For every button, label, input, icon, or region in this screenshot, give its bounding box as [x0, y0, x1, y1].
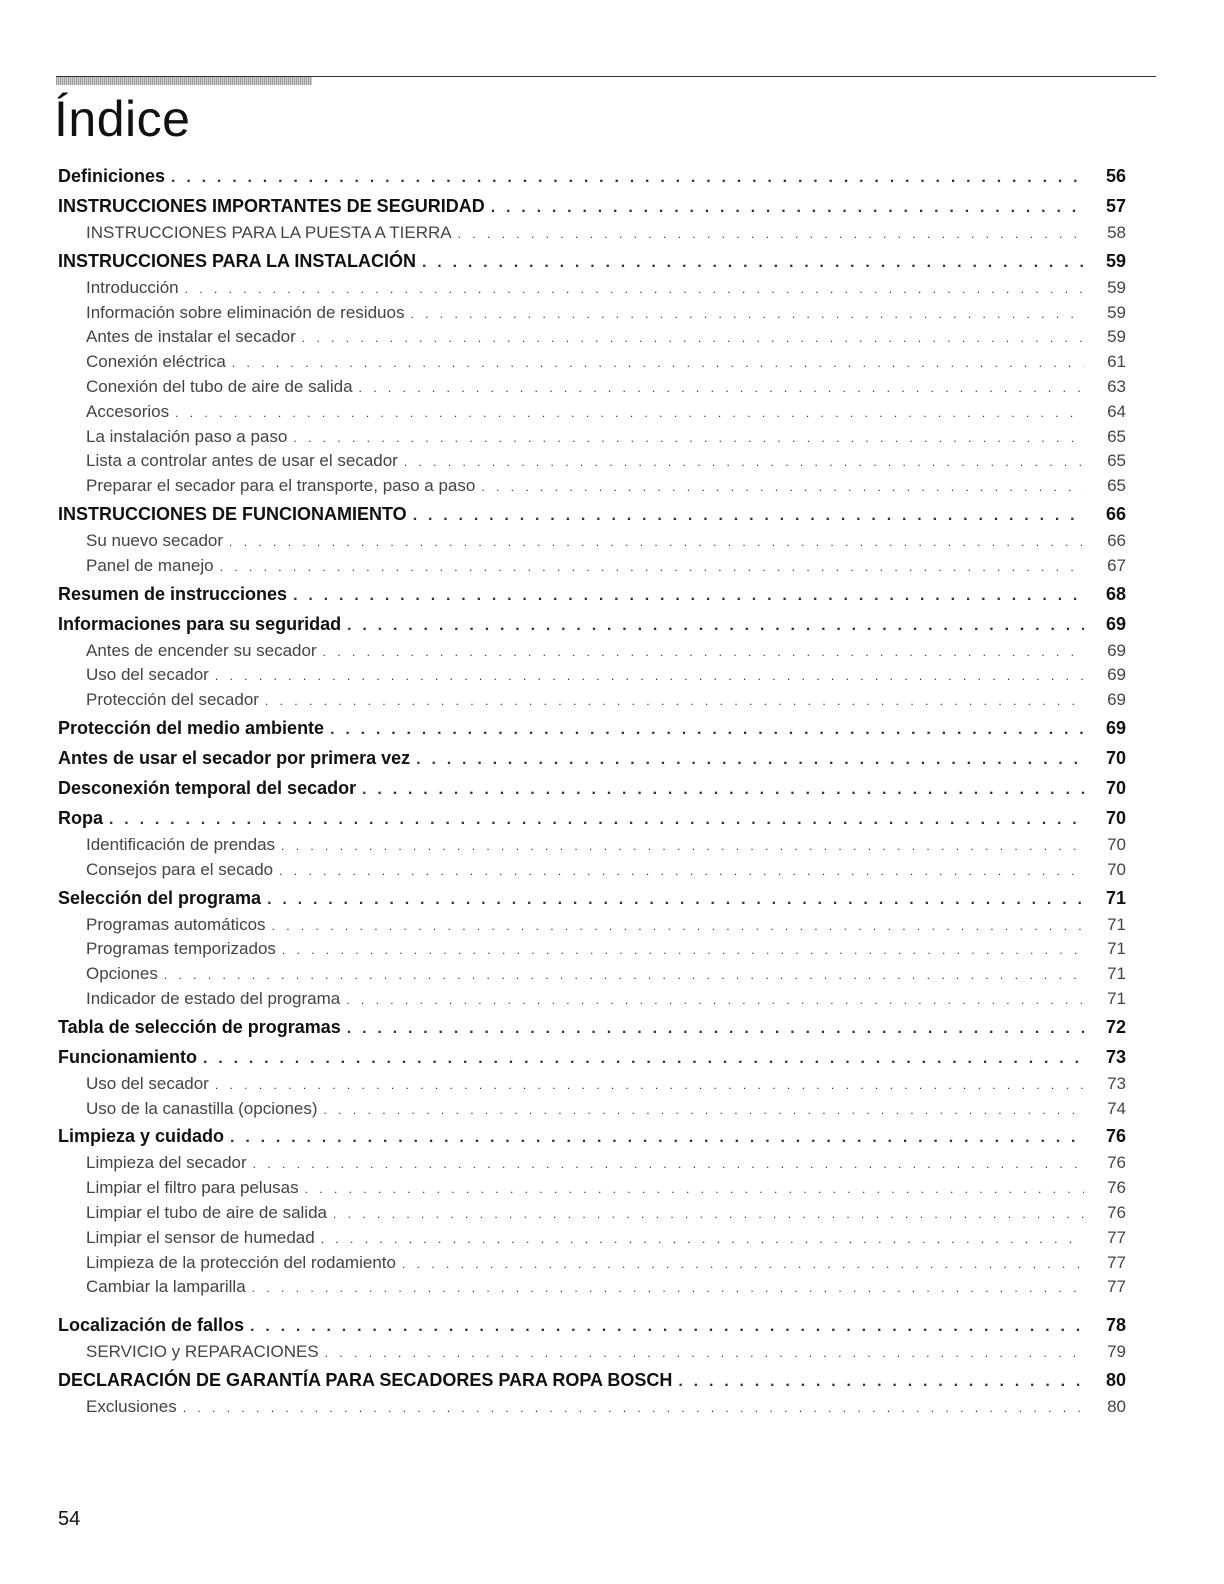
toc-dot-leader — [422, 248, 1084, 276]
toc-section-entry[interactable] — [58, 609, 1126, 639]
toc-entry-page: 71 — [1105, 887, 1126, 908]
toc-entry-label: Limpieza de la protección del rodamiento — [86, 1252, 396, 1272]
toc-entry-page: 65 — [1107, 426, 1126, 446]
toc-entry-page: 58 — [1107, 223, 1126, 242]
toc-dot-leader — [402, 1252, 1084, 1276]
toc-entry-label: Uso del secador — [86, 1073, 209, 1093]
toc-dot-leader — [164, 963, 1084, 987]
toc-subsection-entry[interactable] — [58, 858, 1126, 883]
toc-entry-label: Limpiar el filtro para pelusas — [86, 1178, 299, 1198]
toc-section-entry[interactable] — [58, 499, 1126, 529]
toc-section-entry[interactable] — [58, 161, 1126, 191]
toc-dot-leader — [282, 938, 1084, 962]
toc-dot-leader — [215, 664, 1084, 688]
toc-entry-label: Resumen de instrucciones — [58, 583, 288, 604]
page-number: 54 — [58, 1508, 81, 1530]
toc-entry-label: Opciones — [86, 964, 158, 984]
toc-dot-leader — [279, 859, 1084, 883]
toc-entry-label: Ropa — [58, 807, 103, 828]
toc-entry-page: 56 — [1105, 166, 1126, 186]
toc-entry-page: 76 — [1107, 1202, 1126, 1222]
toc-entry-page: 59 — [1107, 327, 1126, 347]
toc-entry-page: 71 — [1107, 914, 1126, 934]
toc-dot-leader — [293, 581, 1084, 609]
toc-entry-label: Protección del medio ambiente — [58, 717, 325, 738]
toc-entry-label: Accesorios — [86, 401, 170, 421]
toc-entry-label: Definiciones — [58, 166, 166, 186]
toc-entry-page: 69 — [1105, 717, 1126, 738]
toc-subsection-entry[interactable] — [58, 1072, 1126, 1097]
toc-entry-page: 61 — [1107, 352, 1126, 372]
toc-entry-label: Información sobre eliminación de residuos — [86, 302, 405, 322]
toc-dot-leader — [404, 450, 1084, 474]
toc-subsection-entry[interactable] — [58, 554, 1126, 579]
toc-dot-leader — [250, 1312, 1084, 1340]
toc-subsection-entry[interactable] — [58, 1226, 1126, 1251]
toc-entry-page: 70 — [1105, 777, 1126, 798]
toc-entry-page: 63 — [1107, 376, 1126, 396]
page-title: Índice — [54, 91, 191, 147]
toc-entry-page: 71 — [1107, 939, 1126, 959]
toc-entry-label: INSTRUCCIONES PARA LA INSTALACIÓN — [58, 250, 416, 271]
toc-subsection-entry[interactable] — [58, 688, 1126, 713]
toc-dot-leader — [272, 914, 1084, 938]
toc-subsection-entry[interactable] — [58, 833, 1126, 858]
toc-subsection-entry[interactable] — [58, 1275, 1126, 1300]
toc-subsection-entry[interactable] — [58, 529, 1126, 554]
toc-section-entry[interactable] — [58, 1121, 1126, 1151]
toc-subsection-entry[interactable] — [58, 276, 1126, 301]
toc-entry-label: Selección del programa — [58, 887, 262, 908]
toc-dot-leader — [481, 475, 1084, 499]
toc-entry-label: Programas temporizados — [86, 939, 276, 959]
toc-entry-page: 80 — [1107, 1396, 1126, 1416]
toc-section-entry[interactable] — [58, 579, 1126, 609]
toc-section-entry[interactable] — [58, 1365, 1126, 1395]
toc-dot-leader — [281, 834, 1084, 858]
toc-entry-label: INSTRUCCIONES PARA LA PUESTA A TIERRA — [86, 223, 452, 242]
toc-dot-leader — [413, 501, 1084, 529]
toc-entry-page: 69 — [1105, 613, 1126, 634]
toc-entry-page: 78 — [1105, 1315, 1126, 1336]
toc-entry-label: Conexión eléctrica — [86, 352, 226, 372]
toc-subsection-entry[interactable] — [58, 913, 1126, 938]
toc-dot-leader — [346, 988, 1084, 1012]
toc-entry-label: Localización de fallos — [58, 1315, 245, 1336]
toc-subsection-entry[interactable] — [58, 221, 1126, 246]
toc-subsection-entry[interactable] — [58, 325, 1126, 350]
toc-entry-label: Antes de usar el secador por primera vez — [58, 747, 411, 768]
toc-section-entry[interactable] — [58, 883, 1126, 913]
toc-dot-leader — [362, 775, 1084, 803]
toc-entry-label: Programas automáticos — [86, 914, 266, 934]
toc-entry-label: La instalación paso a paso — [86, 426, 288, 446]
toc-entry-page: 70 — [1107, 834, 1126, 854]
toc-entry-page: 73 — [1107, 1073, 1126, 1093]
toc-entry-page: 69 — [1107, 690, 1126, 710]
toc-entry-page: 72 — [1105, 1016, 1126, 1037]
toc-entry-page: 59 — [1107, 277, 1126, 297]
toc-entry-page: 71 — [1107, 988, 1126, 1008]
toc-entry-label: Uso de la canastilla (opciones) — [86, 1098, 318, 1118]
toc-entry-label: Desconexión temporal del secador — [58, 777, 357, 798]
toc-dot-leader — [252, 1276, 1084, 1300]
toc-entry-page: 77 — [1107, 1227, 1126, 1247]
toc-entry-label: Consejos para el secado — [86, 859, 274, 879]
toc-section-entry[interactable] — [58, 1012, 1126, 1042]
toc-dot-leader — [359, 376, 1084, 400]
toc-subsection-entry[interactable] — [58, 1151, 1126, 1176]
toc-entry-label: Conexión del tubo de aire de salida — [86, 376, 353, 396]
toc-dot-leader — [330, 715, 1084, 743]
toc-entry-page: 70 — [1107, 859, 1126, 879]
toc-subsection-entry[interactable] — [58, 350, 1126, 375]
toc-entry-page: 70 — [1105, 747, 1126, 768]
toc-section-entry[interactable] — [58, 1042, 1126, 1072]
toc-entry-page: 74 — [1107, 1098, 1126, 1118]
toc-dot-leader — [293, 426, 1084, 450]
toc-section-entry[interactable] — [58, 773, 1126, 803]
toc-entry-page: 71 — [1107, 964, 1126, 984]
toc-entry-page: 57 — [1105, 196, 1126, 216]
toc-entry-label: INSTRUCCIONES IMPORTANTES DE SEGURIDAD — [58, 196, 485, 216]
toc-entry-label: Introducción — [86, 277, 179, 297]
toc-entry-label: Indicador de estado del programa — [86, 988, 341, 1008]
toc-dot-leader — [410, 302, 1084, 326]
toc-subsection-entry[interactable] — [58, 449, 1126, 474]
toc-entry-page: 76 — [1107, 1178, 1126, 1198]
toc-subsection-entry[interactable] — [58, 937, 1126, 962]
toc-subsection-entry[interactable] — [58, 639, 1126, 664]
toc-dot-leader — [302, 326, 1084, 350]
toc-dot-leader — [678, 1367, 1084, 1395]
toc-dot-leader — [333, 1202, 1084, 1226]
toc-dot-leader — [175, 401, 1084, 425]
toc-entry-page: 76 — [1105, 1126, 1126, 1147]
toc-dot-leader — [229, 530, 1084, 554]
toc-section-entry[interactable] — [58, 1310, 1126, 1340]
toc-entry-label: SERVICIO y REPARACIONES — [86, 1342, 319, 1362]
toc-entry-page: 69 — [1107, 640, 1126, 660]
toc-subsection-entry[interactable] — [58, 1176, 1126, 1201]
toc-subsection-entry[interactable] — [58, 663, 1126, 688]
toc-dot-leader — [203, 1044, 1084, 1072]
toc-subsection-entry[interactable] — [58, 474, 1126, 499]
toc-entry-label: Antes de instalar el secador — [86, 327, 296, 347]
toc-entry-label: Protección del secador — [86, 690, 259, 710]
toc-subsection-entry[interactable] — [58, 1097, 1126, 1122]
toc-subsection-entry[interactable] — [58, 375, 1126, 400]
toc-section-entry[interactable] — [58, 713, 1126, 743]
toc-spacer — [58, 1300, 1126, 1310]
toc-entry-page: 73 — [1105, 1046, 1126, 1067]
toc-subsection-entry[interactable] — [58, 962, 1126, 987]
toc-dot-leader — [305, 1177, 1084, 1201]
toc-entry-label: INSTRUCCIONES DE FUNCIONAMIENTO — [58, 503, 407, 524]
toc-entry-page: 76 — [1107, 1153, 1126, 1173]
toc-entry-label: Uso del secador — [86, 665, 209, 685]
toc-subsection-entry[interactable] — [58, 425, 1126, 450]
toc-section-entry[interactable] — [58, 743, 1126, 773]
toc-dot-leader — [185, 277, 1084, 301]
toc-entry-label: Panel de manejo — [86, 555, 214, 575]
toc-entry-page: 66 — [1105, 503, 1126, 524]
toc-entry-page: 77 — [1107, 1277, 1126, 1297]
toc-entry-label: Limpiar el tubo de aire de salida — [86, 1202, 327, 1222]
toc-dot-leader — [220, 555, 1084, 579]
toc-dot-leader — [232, 351, 1084, 375]
toc-entry-label: Preparar el secador para el transporte, paso a paso — [86, 476, 476, 496]
toc-subsection-entry[interactable] — [58, 1251, 1126, 1276]
toc-entry-page: 77 — [1107, 1252, 1126, 1272]
toc-subsection-entry[interactable] — [58, 1201, 1126, 1226]
toc-dot-leader — [458, 222, 1084, 246]
toc-section-entry[interactable] — [58, 191, 1126, 221]
toc-section-entry[interactable] — [58, 246, 1126, 276]
table-of-contents — [58, 161, 1126, 1420]
toc-entry-page: 64 — [1107, 401, 1126, 421]
toc-entry-page: 80 — [1105, 1369, 1126, 1390]
toc-dot-leader — [230, 1123, 1084, 1151]
toc-entry-label: Antes de encender su secador — [86, 640, 317, 660]
toc-entry-page: 65 — [1107, 451, 1126, 471]
toc-entry-page: 70 — [1105, 807, 1126, 828]
header-tab-bar — [56, 77, 312, 85]
toc-entry-label: Funcionamiento — [58, 1046, 197, 1067]
toc-dot-leader — [253, 1152, 1084, 1176]
toc-dot-leader — [215, 1073, 1084, 1097]
toc-subsection-entry[interactable] — [58, 987, 1126, 1012]
toc-subsection-entry[interactable] — [58, 1340, 1126, 1365]
toc-entry-label: Cambiar la lamparilla — [86, 1277, 246, 1297]
toc-dot-leader — [347, 1014, 1084, 1042]
toc-dot-leader — [347, 611, 1084, 639]
toc-subsection-entry[interactable] — [58, 1395, 1126, 1420]
toc-entry-label: Lista a controlar antes de usar el secador — [86, 451, 398, 471]
toc-dot-leader — [109, 805, 1084, 833]
toc-entry-label: Exclusiones — [86, 1396, 177, 1416]
toc-dot-leader — [491, 193, 1084, 221]
toc-entry-page: 65 — [1107, 476, 1126, 496]
toc-entry-label: Limpiar el sensor de humedad — [86, 1227, 315, 1247]
toc-dot-leader — [321, 1227, 1084, 1251]
toc-dot-leader — [325, 1341, 1084, 1365]
toc-dot-leader — [323, 640, 1084, 664]
toc-dot-leader — [265, 689, 1084, 713]
toc-entry-label: Identificación de prendas — [86, 834, 276, 854]
toc-dot-leader — [416, 745, 1084, 773]
toc-entry-label: Tabla de selección de programas — [58, 1016, 341, 1037]
toc-entry-page: 59 — [1105, 250, 1126, 271]
toc-dot-leader — [183, 1396, 1084, 1420]
toc-section-entry[interactable] — [58, 803, 1126, 833]
toc-entry-label: Su nuevo secador — [86, 530, 224, 550]
toc-entry-label: Limpieza del secador — [86, 1153, 247, 1173]
toc-entry-page: 69 — [1107, 665, 1126, 685]
toc-dot-leader — [324, 1098, 1084, 1122]
toc-entry-page: 67 — [1107, 555, 1126, 575]
toc-entry-label: Informaciones para su seguridad — [58, 613, 342, 634]
toc-entry-page: 68 — [1105, 583, 1126, 604]
toc-subsection-entry[interactable] — [58, 400, 1126, 425]
toc-subsection-entry[interactable] — [58, 301, 1126, 326]
toc-dot-leader — [171, 163, 1084, 191]
toc-entry-label: Limpieza y cuidado — [58, 1126, 225, 1147]
toc-entry-page: 59 — [1107, 302, 1126, 322]
toc-entry-page: 66 — [1107, 530, 1126, 550]
toc-entry-label: DECLARACIÓN DE GARANTÍA PARA SECADORES PARA ROPA BOSCH — [58, 1369, 673, 1390]
toc-dot-leader — [267, 885, 1084, 913]
toc-entry-page: 79 — [1107, 1342, 1126, 1362]
